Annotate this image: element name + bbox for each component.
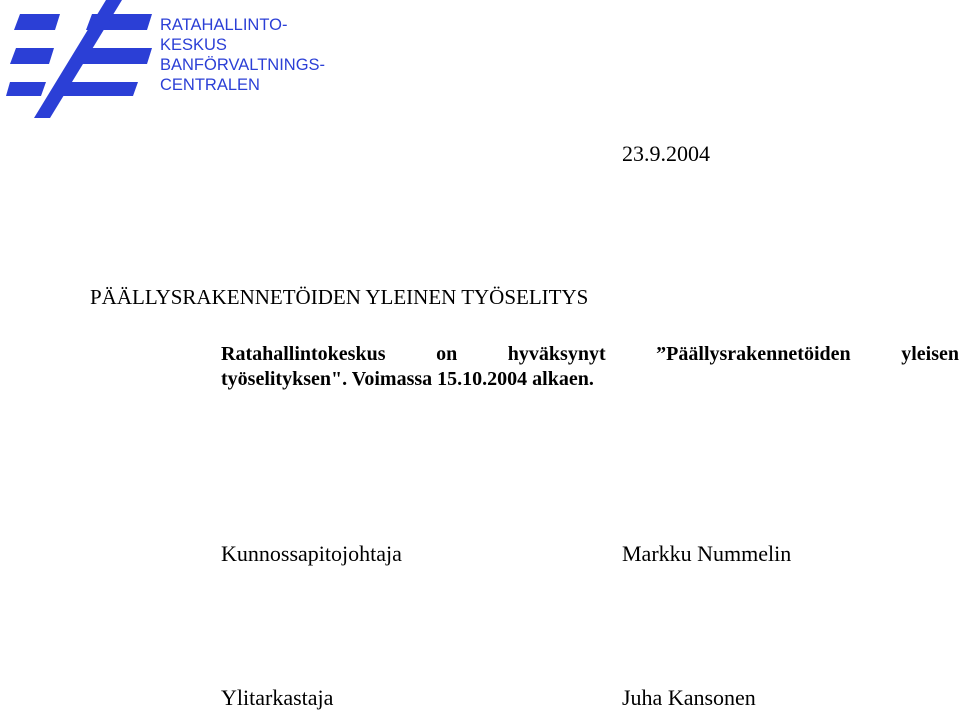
org-name-line: BANFÖRVALTNINGS- <box>160 56 326 74</box>
document-title: PÄÄLLYSRAKENNETÖIDEN YLEINEN TYÖSELITYS <box>90 285 589 309</box>
approval-line: Ratahallintokeskus on hyväksynyt ”Päällysrakennetöiden yleisen <box>221 343 959 365</box>
logo-stripe-middle <box>10 48 54 64</box>
organization-name <box>160 15 325 95</box>
signatory-name: Juha Kansonen <box>622 685 756 710</box>
logo-stripe-bottom-right <box>63 82 138 96</box>
signatory-name: Markku Nummelin <box>622 541 792 566</box>
approval-line: työselityksen". Voimassa 15.10.2004 alkaen. <box>221 368 594 390</box>
signatory-role: Kunnossapitojohtaja <box>221 541 402 566</box>
org-name-line: KESKUS <box>160 36 227 54</box>
signatory-role: Ylitarkastaja <box>221 685 334 710</box>
document-date: 23.9.2004 <box>622 141 710 166</box>
logo-stripe-bottom <box>6 82 46 96</box>
logo-stripe-top <box>14 14 60 30</box>
org-name-line: RATAHALLINTO- <box>160 16 288 34</box>
approval-statement <box>221 342 959 392</box>
org-name-line: CENTRALEN <box>160 76 260 94</box>
organization-logo-icon <box>6 0 152 120</box>
